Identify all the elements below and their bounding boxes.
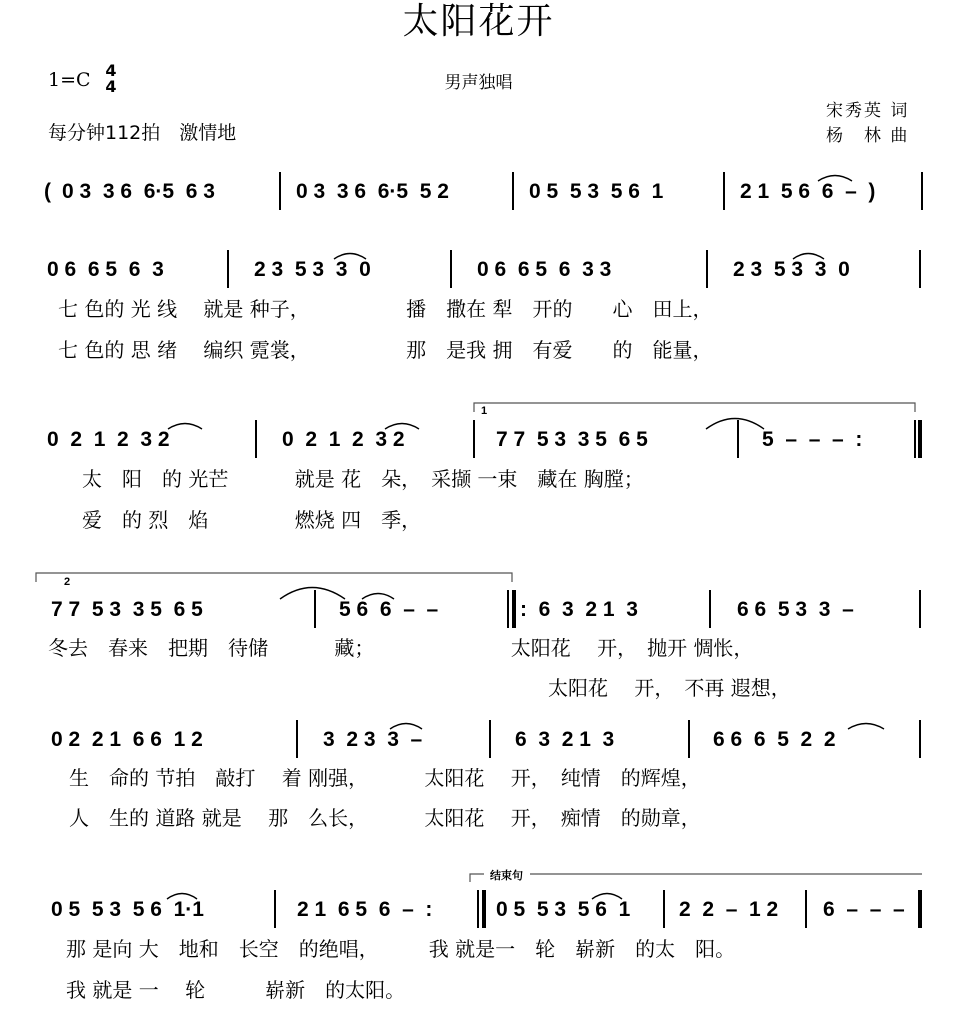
key-signature: 1=C bbox=[48, 69, 91, 91]
measure-19: 6 3 2 1 3 bbox=[515, 728, 615, 751]
slur bbox=[167, 894, 197, 900]
measure-12: 5 – – – : bbox=[762, 428, 863, 451]
slur bbox=[706, 419, 764, 430]
measure-17: 0 2 2 1 6 6 1 2 bbox=[51, 728, 203, 751]
slur bbox=[334, 254, 366, 260]
measure-4: 2 1 5 6 6 – ) bbox=[740, 180, 876, 203]
measure-8: 2 3 5 3 3 0 bbox=[733, 258, 850, 281]
measure-6: 2 3 5 3 3 0 bbox=[254, 258, 371, 281]
slur bbox=[592, 894, 622, 900]
measure-15: : 6 3 2 1 3 bbox=[520, 598, 638, 621]
measure-7: 0 6 6 5 6 3 3 bbox=[477, 258, 612, 281]
lyrics-verse-2: 七 色的 思 绪 编织 霓裳， 那 是我 拥 有爱 的 能量， bbox=[58, 338, 713, 362]
song-title: 太阳花开 bbox=[402, 1, 555, 42]
slur bbox=[362, 594, 394, 600]
composer-credit: 杨 林 曲 bbox=[826, 126, 910, 146]
measure-16: 6 6 5 3 3 – bbox=[737, 598, 854, 621]
slur bbox=[280, 588, 345, 600]
lyrics-verse-2: 我 就是 一 轮 崭新 的太阳。 bbox=[66, 978, 406, 1002]
lyrics-verse-2: 爱 的 烈 焰 燃烧 四 季， bbox=[82, 508, 422, 532]
volta-1-label: 1 bbox=[481, 405, 488, 417]
volta-1-bracket bbox=[474, 403, 915, 412]
volta-2-bracket bbox=[36, 573, 512, 582]
measure-23: 0 5 5 3 5 6 1 bbox=[496, 898, 631, 921]
lyrics-verse-1: 太 阳 的 光芒 就是 花 朵， 采撷 一束 藏在 胸膛； bbox=[82, 467, 644, 491]
lyricist-credit: 宋秀英 词 bbox=[826, 101, 910, 121]
coda-bracket bbox=[470, 874, 484, 882]
slur bbox=[385, 424, 419, 430]
time-numerator: 4 bbox=[105, 61, 117, 80]
slur bbox=[390, 724, 422, 730]
lyrics-verse-2: 人 生的 道路 就是 那 么长， 太阳花 开， 痴情 的勋章， bbox=[69, 806, 701, 830]
measure-11: 7 7 5 3 3 5 6 5 bbox=[496, 428, 648, 451]
measure-24: 2 2 – 1 2 bbox=[679, 898, 779, 921]
measure-21: 0 5 5 3 5 6 1·1 bbox=[51, 898, 204, 921]
slur bbox=[793, 254, 824, 260]
lyrics-verse-2: 太阳花 开， 不再 遐想， bbox=[548, 676, 791, 700]
performance-type: 男声独唱 bbox=[444, 73, 513, 93]
measure-1: 0 3 3 6 6·5 6 3 bbox=[62, 180, 215, 203]
coda-label: 结束句 bbox=[490, 870, 523, 882]
volta-2-label: 2 bbox=[64, 576, 71, 588]
measure-14: 5 6 6 – – bbox=[339, 598, 439, 621]
lyrics-verse-1: 那 是向 大 地和 长空 的绝唱， 我 就是一 轮 崭新 的太 阳。 bbox=[66, 937, 736, 961]
tempo-marking: 每分钟112拍 激情地 bbox=[48, 122, 237, 144]
measure-9: 0 2 1 2 3 2 bbox=[47, 428, 170, 451]
measure-5: 0 6 6 5 6 3 bbox=[47, 258, 164, 281]
measure-2: 0 3 3 6 6·5 5 2 bbox=[296, 180, 449, 203]
measure-18: 3 2 3 3 – bbox=[323, 728, 423, 751]
slur bbox=[168, 424, 202, 430]
lyrics-verse-1: 生 命的 节拍 敲打 着 刚强， 太阳花 开， 纯情 的辉煌， bbox=[69, 766, 701, 790]
measure-10: 0 2 1 2 3 2 bbox=[282, 428, 405, 451]
measure-13: 7 7 5 3 3 5 6 5 bbox=[51, 598, 203, 621]
open-paren: ( bbox=[44, 180, 51, 203]
measure-20: 6 6 6 5 2 2 bbox=[713, 728, 836, 751]
lyrics-verse-1: 七 色的 光 线 就是 种子， 播 撒在 犁 开的 心 田上， bbox=[58, 297, 713, 321]
time-denominator: 4 bbox=[105, 77, 117, 96]
slur bbox=[818, 176, 852, 182]
measure-25: 6 – – – bbox=[823, 898, 905, 921]
slur bbox=[848, 724, 884, 730]
lyrics-verse-1: 冬去 春来 把期 待储 藏； 太阳花 开， 抛开 惆怅， bbox=[48, 636, 754, 660]
measure-3: 0 5 5 3 5 6 1 bbox=[529, 180, 664, 203]
measure-22: 2 1 6 5 6 – : bbox=[297, 898, 433, 921]
